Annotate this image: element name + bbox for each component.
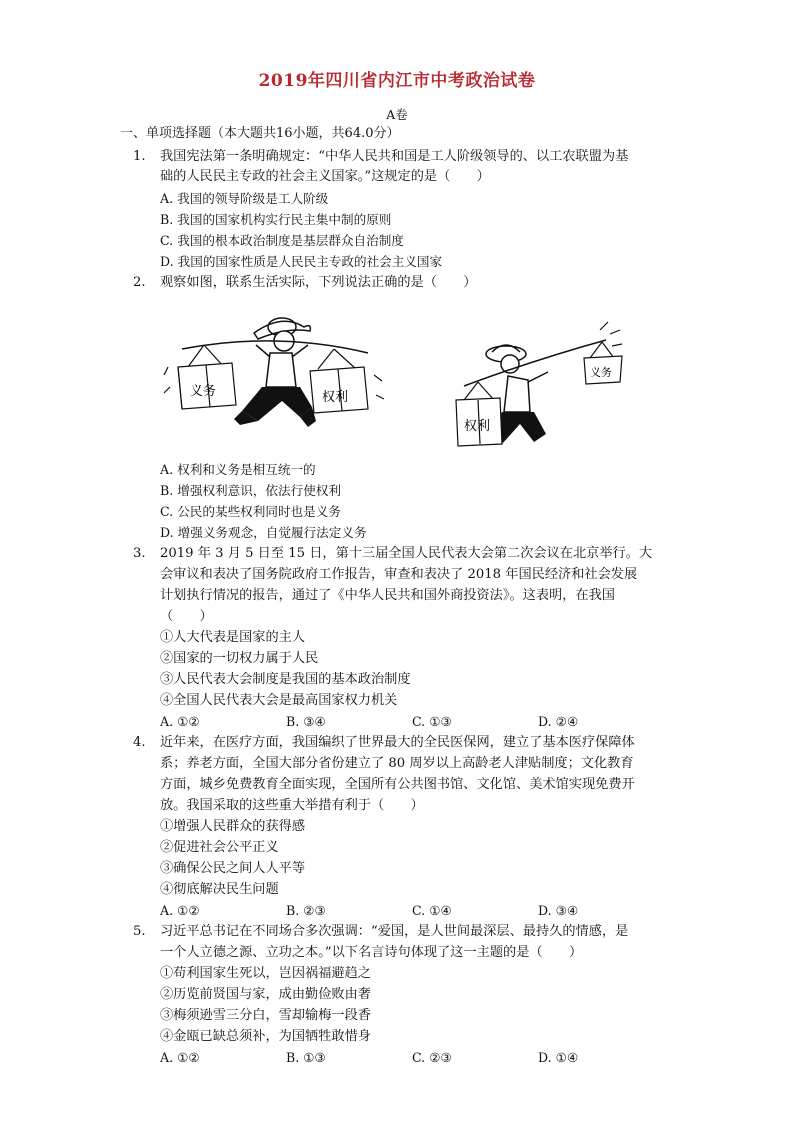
option-a: A. 我国的领导阶级是工人阶级 — [160, 191, 329, 206]
question-stem-line: 方面，城乡免费教育全面实现，全国所有公共图书馆、文化馆、美术馆实现免费开 — [160, 777, 635, 792]
choice-a: A. ①② — [160, 1050, 200, 1065]
choice-a: A. ①② — [160, 903, 200, 918]
question-stem-line: 2019 年 3 月 5 日至 15 日，第十三届全国人民代表大会第二次会议在北京举行。大 — [160, 546, 653, 561]
choice-d: D. ③④ — [538, 903, 579, 918]
statement-item: ②国家的一切权力属于人民 — [160, 651, 319, 666]
question-stem-line: 会审议和表决了国务院政府工作报告，审查和表决了 2018 年国民经济和社会发展 — [160, 567, 638, 582]
option-a: A. 权利和义务是相互统一的 — [160, 462, 316, 477]
question-stem-line: 习近平总书记在不同场合多次强调：“爱国，是人世间最深层、最持久的情感，是 — [160, 924, 629, 939]
option-c: C. 我国的根本政治制度是基层群众自治制度 — [160, 233, 404, 248]
cartoon-balanced-burden — [162, 305, 390, 455]
option-b: B. 增强权利意识，依法行使权利 — [160, 483, 341, 498]
choice-b: B. ①③ — [286, 1050, 326, 1065]
question-stem-line: 放。我国采取的这些重大举措有利于（ ） — [160, 798, 424, 813]
question-stem-line: 计划执行情况的报告，通过了《中华人民共和国外商投资法》。这表明，在我国 — [160, 588, 615, 603]
statement-item: ③梅须逊雪三分白，雪却输梅一段香 — [160, 1008, 371, 1023]
choice-b: B. ③④ — [286, 714, 326, 729]
option-b: B. 我国的国家机构实行民主集中制的原则 — [160, 212, 392, 227]
statement-item: ④彻底解决民生问题 — [160, 882, 279, 897]
question-stem-line: （ ） — [160, 609, 213, 624]
question-stem-line: 观察如图，联系生活实际，下列说法正确的是（ ） — [160, 275, 477, 290]
cartoon-unbalanced-burden — [444, 320, 626, 455]
volume-label: A卷 — [386, 107, 408, 122]
choice-d: D. ②④ — [538, 714, 579, 729]
option-d: D. 我国的国家性质是人民民主专政的社会主义国家 — [160, 254, 443, 269]
section-heading: 一、单项选择题（本大题共16小题，共64.0分） — [120, 126, 400, 141]
statement-item: ④金瓯已缺总须补，为国牺牲敢惜身 — [160, 1029, 371, 1044]
box-label: 权利 — [322, 390, 349, 405]
statement-item: ②促进社会公平正义 — [160, 840, 279, 855]
choice-d: D. ①④ — [538, 1050, 579, 1065]
statement-item: ①苟利国家生死以，岂因祸福避趋之 — [160, 966, 371, 981]
question-stem-line: 系；养老方面，全国大部分省份建立了 80 周岁以上高龄老人津贴制度；文化教育 — [160, 756, 634, 771]
choice-a: A. ①② — [160, 714, 200, 729]
statement-item: ①增强人民群众的获得感 — [160, 819, 306, 834]
statement-item: ④全国人民代表大会是最高国家权力机关 — [160, 693, 398, 708]
question-number: 2. — [133, 275, 146, 290]
question-number: 5. — [133, 924, 146, 939]
statement-item: ①人大代表是国家的主人 — [160, 630, 306, 645]
choice-c: C. ①③ — [412, 714, 452, 729]
choice-c: C. ②③ — [412, 1050, 452, 1065]
choice-c: C. ①④ — [412, 903, 452, 918]
choice-b: B. ②③ — [286, 903, 326, 918]
option-d: D. 增强义务观念，自觉履行法定义务 — [160, 525, 367, 540]
statement-item: ②历览前贤国与家，成由勤俭败由奢 — [160, 987, 371, 1002]
question-number: 3. — [133, 546, 146, 561]
question-stem-line: 我国宪法第一条明确规定：“中华人民共和国是工人阶级领导的、以工农联盟为基 — [160, 149, 629, 164]
statement-item: ③人民代表大会制度是我国的基本政治制度 — [160, 672, 411, 687]
box-label: 义务 — [190, 384, 217, 399]
statement-item: ③确保公民之间人人平等 — [160, 861, 306, 876]
question-stem-line: 础的人民民主专政的社会主义国家。”这规定的是（ ） — [160, 169, 490, 184]
box-label: 权利 — [464, 419, 491, 434]
box-label: 义务 — [590, 366, 612, 379]
question-stem-line: 近年来，在医疗方面，我国编织了世界最大的全民医保网，建立了基本医疗保障体 — [160, 735, 635, 750]
question-stem-line: 一个人立德之源、立功之本。”以下名言诗句体现了这一主题的是（ ） — [160, 945, 583, 960]
question-number: 1. — [133, 149, 146, 164]
option-c: C. 公民的某些权利同时也是义务 — [160, 504, 341, 519]
question-number: 4. — [133, 735, 146, 750]
page-title: 2019年四川省内江市中考政治试卷 — [258, 71, 536, 91]
